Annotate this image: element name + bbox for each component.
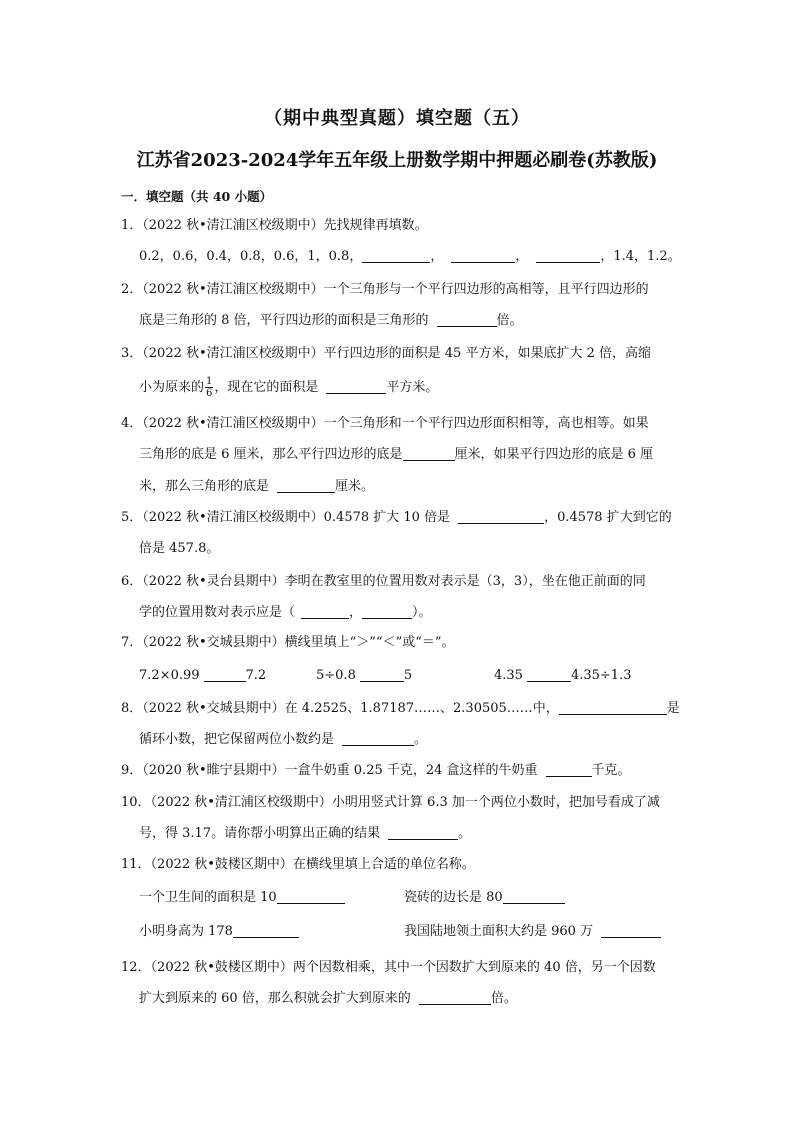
q1-seq-text: 0.2，0.6，0.4，0.8，0.6，1，0.8， — [139, 249, 363, 264]
question-11-stem: 11．（2022 秋•鼓楼区期中）在横线里填上合适的单位名称。 — [121, 857, 475, 872]
q3-text: 小为原来的 — [139, 380, 205, 395]
answer-blank[interactable] — [559, 700, 667, 715]
question-7-expr-3 — [494, 666, 631, 686]
q7-expr: 5÷0.8 — [316, 668, 356, 683]
question-9-line1 — [121, 761, 631, 781]
question-11-item-a — [139, 888, 345, 908]
question-4-line1: 4．（2022 秋•清江浦区校级期中）一个三角形和一个平行四边形面积相等，高也相等。如果 — [121, 416, 649, 431]
answer-blank[interactable] — [388, 825, 458, 840]
answer-blank[interactable] — [326, 379, 386, 394]
question-2-line1: 2．（2022 秋•清江浦区校级期中）一个三角形与一个平行四边形的高相等，且平行四边形的 — [121, 282, 649, 297]
answer-blank[interactable] — [536, 248, 600, 263]
answer-blank[interactable] — [451, 248, 515, 263]
q4-text-2: 米，那么三角形的底是 — [139, 479, 270, 494]
q1-sep: ， — [515, 249, 529, 264]
answer-blank[interactable] — [546, 762, 592, 777]
answer-blank[interactable] — [277, 478, 335, 493]
section-heading: 一．填空题（共 40 小题） — [121, 189, 273, 204]
q7-expr: 5 — [403, 668, 413, 683]
question-7-stem: 7．（2022 秋•交城县期中）横线里填上“＞”“＜”或“＝”。 — [121, 635, 455, 650]
q11-text: 我国陆地领土面积大约是 960 万 — [404, 924, 594, 939]
answer-blank[interactable] — [362, 604, 412, 619]
q8-text-end-2: 。 — [414, 732, 428, 747]
question-12-line2 — [139, 989, 517, 1009]
question-7-expr-1 — [139, 666, 266, 686]
q9-text: 9．（2020 秋•睢宁县期中）一盒牛奶重 0.25 千克，24 盒这样的牛奶重 — [121, 763, 538, 778]
q9-text-end: 千克。 — [591, 763, 631, 778]
q11-text: 瓷砖的边长是 80 — [404, 890, 503, 905]
answer-blank[interactable] — [360, 667, 404, 682]
question-2-line2 — [139, 311, 523, 331]
q2-text-end: 倍。 — [496, 313, 523, 328]
q11-text: 小明身高为 178 — [139, 924, 233, 939]
answer-blank[interactable] — [437, 312, 497, 327]
q12-text-end: 倍。 — [490, 991, 517, 1006]
answer-blank[interactable] — [204, 667, 246, 682]
q10-text-end: 。 — [458, 826, 472, 841]
answer-blank[interactable] — [403, 446, 455, 461]
question-11-item-b — [404, 888, 565, 908]
q11-text: 一个卫生间的面积是 10 — [139, 890, 277, 905]
question-6-line2 — [139, 603, 432, 623]
q7-expr: 4.35 — [494, 668, 523, 683]
answer-blank[interactable] — [342, 731, 414, 746]
fraction — [205, 376, 213, 399]
q8-text-end: 是 — [666, 701, 680, 716]
q3-text-mid: ，现在它的面积是 — [214, 380, 319, 395]
document-title: （期中典型真题）填空题（五） — [264, 108, 530, 129]
question-10-line1: 10．（2022 秋•清江浦区校级期中）小明用竖式计算 6.3 加一个两位小数时，把加号看成了减 — [121, 795, 660, 810]
question-11-item-c — [139, 922, 299, 942]
q7-expr: 7.2×0.99 — [139, 668, 200, 683]
answer-blank[interactable] — [458, 509, 544, 524]
q8-text-2: 循环小数，把它保留两位小数约是 — [139, 732, 335, 747]
fraction-numerator: 1 — [206, 376, 213, 387]
answer-blank[interactable] — [362, 248, 430, 263]
q6-text: 学的位置用数对表示应是（ — [139, 605, 296, 620]
answer-blank[interactable] — [419, 990, 491, 1005]
question-7-expr-2 — [316, 666, 412, 686]
question-6-line1: 6．（2022 秋•灵台县期中）李明在教室里的位置用数对表示是（3，3），坐在他正前面的同 — [121, 574, 646, 589]
q4-text-mid: 厘米，如果平行四边形的底是 6 厘 — [454, 447, 654, 462]
question-8-line2 — [139, 730, 427, 750]
q5-text-end: ，0.4578 扩大到它的 — [544, 510, 672, 525]
q5-text: 5．（2022 秋•清江浦区校级期中）0.4578 扩大 10 倍是 — [121, 510, 451, 525]
fraction-denominator: 6 — [206, 388, 213, 399]
answer-blank[interactable] — [277, 889, 345, 904]
question-4-line3 — [139, 477, 374, 497]
question-5-line1 — [121, 508, 672, 528]
q7-expr: 4.35÷1.3 — [570, 668, 632, 683]
q3-text-end: 平方米。 — [386, 380, 439, 395]
question-8-line1 — [121, 699, 680, 719]
question-3-line1: 3．（2022 秋•清江浦区校级期中）平行四边形的面积是 45 平方米，如果底扩大 2 倍，高缩 — [121, 346, 651, 361]
q6-text-end: ）。 — [412, 605, 432, 620]
q1-seq-end: ，1.4，1.2。 — [600, 249, 681, 264]
answer-blank[interactable] — [301, 604, 349, 619]
question-1-sequence — [139, 247, 681, 267]
answer-blank[interactable] — [233, 923, 299, 938]
document-subtitle: 江苏省2023-2024学年五年级上册数学期中押题必刷卷(苏教版) — [136, 150, 658, 171]
q4-text-end: 厘米。 — [335, 479, 375, 494]
q4-text: 三角形的底是 6 厘米，那么平行四边形的底是 — [139, 447, 403, 462]
question-11-item-d — [404, 922, 661, 942]
q7-expr: 7.2 — [245, 668, 267, 683]
q8-text: 8．（2022 秋•交城县期中）在 4.2525、1.87187……、2.30505……中， — [121, 701, 559, 716]
question-10-line2 — [139, 824, 471, 844]
question-1-stem: 1．（2022 秋•清江浦区校级期中）先找规律再填数。 — [121, 218, 428, 233]
q6-sep: ， — [349, 605, 363, 620]
q1-sep: ， — [430, 249, 444, 264]
question-5-line2: 倍是 457.8。 — [139, 541, 220, 556]
q2-text: 底是三角形的 8 倍，平行四边形的面积是三角形的 — [139, 313, 429, 328]
answer-blank[interactable] — [527, 667, 571, 682]
q12-text: 扩大到原来的 60 倍，那么积就会扩大到原来的 — [139, 991, 411, 1006]
answer-blank[interactable] — [601, 923, 661, 938]
question-12-line1: 12．（2022 秋•鼓楼区期中）两个因数相乘，其中一个因数扩大到原来的 40 倍，另一个因数 — [121, 960, 656, 975]
question-3-line2 — [139, 376, 438, 399]
q10-text: 号，得 3.17。请你帮小明算出正确的结果 — [139, 826, 381, 841]
question-4-line2 — [139, 445, 653, 465]
answer-blank[interactable] — [503, 889, 565, 904]
